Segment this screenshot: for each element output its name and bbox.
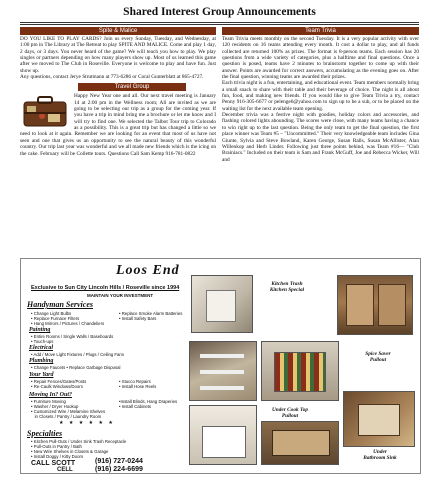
trash-bin-shape xyxy=(206,290,236,322)
spice-rack-shape xyxy=(274,352,326,392)
kitchen-trash-caption: Kitchen Trash Kitchen Special xyxy=(269,281,305,293)
list-item: • New Wire Shelves in Closets & Garage xyxy=(31,449,109,454)
under-cooktop-caption: Under Cook Top Pullout xyxy=(271,407,308,419)
plumbing-heading-text: Plumbing xyxy=(29,358,54,364)
page-title: Shared Interest Group Announcements xyxy=(123,6,316,18)
specialties-list xyxy=(31,439,126,459)
list-item: • Install Hose Reels xyxy=(119,384,157,389)
star-divider: ★ ★ ★ ★ ★ ★ xyxy=(59,420,115,426)
pullout-drawer-shape xyxy=(272,430,330,456)
ad-exclusive-text: Exclusive to Sun City Lincoln Hills / Roseville since 1994 xyxy=(31,285,180,291)
yard-heading xyxy=(29,372,54,378)
list-item: • Replace Smoke Alarm Batteries xyxy=(119,311,183,316)
painting-list xyxy=(31,334,113,344)
specialties-heading xyxy=(27,429,62,438)
list-item: • Pull-Outs in Pantry / Bath xyxy=(31,444,82,449)
travel-group-heading: Travel Group xyxy=(78,83,186,91)
title-rule-bottom xyxy=(20,24,419,25)
team-trivia-text: Team Trivia meets monthly on the second Tuesday. It is a very popular activity with over 120 residents on 16 teams attending every month. It cost a dollar to play, and all funds collected are returned 100% as prizes. The format is 8-person teams. Each session has 20 questions from a wide variety of categories, plus a halftime and final questions. Once a question is posed, teams have 2 minutes to brainstorm together to come up with their answer. Points are awarded for correct answers, accumulating as the evening goes on. After the final question, winning teams are awarded their prizes. Each trivia night is a fun, entertaining, and educational event. Team members normally bring a small snack to share with their table and their beverage of choice. The night is all about fun, food, and making new friends. If you would like to give Team Trivia a try, contact Penny 916-305-6677 or pelenge6@yahoo.com to sign up to be a sub, or to be placed on the waiting list for the next available team opening. December trivia was a festive night with goodies, holiday colors and accessories, and flashing colored lights abounding. The scores were close, with many teams having a chance to win right up to the last question. Being the only team to get the final question, the first place winner was Team #5 – "Uncommitted." Their very knowledgeable team includes Gina Giunte, Sylvia and Steve Bowland, Karen George, Susan Ralls, Susan McAllister, Alan Willenkop and Herb Linder. Following just three points behind, was Team #16— "Club Brainiacs." Included on their team is Sam and Frank McGuff, Joe and Rebecca Wicker, Will and xyxy=(222,36,419,163)
title-rule-top xyxy=(20,22,419,23)
handyman-list-1 xyxy=(31,311,104,326)
list-item: • Furniture Moving xyxy=(31,399,66,404)
team-trivia-heading: Team Trivia xyxy=(222,27,419,35)
list-item: • Replace Furnace Filters xyxy=(31,316,80,321)
phone-numbers xyxy=(95,458,143,474)
list-item: • Entire Rooms / Single Walls / Baseboards xyxy=(31,334,114,339)
list-item: • Change Light Bulbs xyxy=(31,311,72,316)
phone-1: (916) 727-0244 xyxy=(95,458,143,465)
shelf-shape xyxy=(200,354,244,358)
cabinet-door-shape xyxy=(378,284,406,326)
yard-list-2 xyxy=(119,379,156,389)
spice-saver-caption: Spice Saver Pullout xyxy=(365,351,391,363)
handyman-list-2 xyxy=(119,311,182,321)
sink-cabinet-shape xyxy=(202,426,246,458)
moving-heading xyxy=(29,392,72,398)
bathroom-photo xyxy=(343,391,415,447)
handyman-heading xyxy=(27,300,93,309)
spite-malice-text: DO YOU LIKE TO PLAY CARDS? Join us every Sunday, Tuesday, and Wednesday, at 1:00 pm in The Library at The Retreat to play SPITE AND MALICE. Come and play 1 day, 2 days, or 3 days. You never heard of the game? We will teach you how to play. We play singles or partners depending on how many players show up. Most of us learned this game after we moved to The Club in Roseville. Everyone is welcome to play and have fun. Just show up. Any questions, contact Jerye Strutmann at 773-6286 or Coral Gunterblatt at 865-4727. xyxy=(20,36,216,81)
cabinet-door-shape xyxy=(346,284,374,326)
ad-exclusive xyxy=(31,285,179,291)
yard-heading-text: Your Yard xyxy=(29,372,54,378)
list-item: • Stucco Repairs xyxy=(119,379,151,384)
moving-list-1 xyxy=(31,399,105,419)
under-sink-photo xyxy=(189,405,257,465)
list-item: • Touch-ups xyxy=(31,339,54,344)
electrical-list xyxy=(31,352,124,357)
list-item: • Kitchen Pull-Outs / Under Sink Trash Receptacle xyxy=(31,439,127,444)
kitchen-trash-photo xyxy=(191,275,253,333)
moving-list-2 xyxy=(119,399,177,409)
painting-heading-text: Painting xyxy=(29,327,51,333)
electrical-heading-text: Electrical xyxy=(29,345,53,351)
handyman-heading-text: Handyman Services xyxy=(27,300,93,309)
list-item: • Change Faucets • Replace Garbage Disposal xyxy=(31,365,121,370)
ad-logo: Loos End xyxy=(116,263,180,278)
electrical-heading xyxy=(29,345,53,351)
shelf-shape xyxy=(200,370,244,374)
painting-heading xyxy=(29,327,50,333)
suitcase-image xyxy=(20,94,70,128)
call-scott: CALL SCOTT xyxy=(31,460,76,467)
travel-group-text: Happy New Year one and all. Our next travel meeting is January 14 at 2:00 pm in the Wellness room; All are invited as we are going to be selecting our trip as a group for the coming year. If you have a trip in mind bring me a brochure or let me know and I will try to find one. We selected the Talbot Tour trip to Colorado as a possibility. This is a great trip but has changed a little so we need to look at it again. Remember we are looking for an event that most of us have not seen and one that gives us an opportunity to see the natural beauty of this wonderful country. Our trip last year was wonderful and we all made new friends which is the icing on the cake. February will be Collette tours. Questions Call Sam Kemp 916-781-0822 xyxy=(20,93,216,157)
spice-photo xyxy=(261,341,339,401)
under-bathroom-caption: Under Bathroom Sink xyxy=(363,449,397,461)
yard-list-1 xyxy=(31,379,86,389)
list-item: •Install Blinds, Hang Draperies xyxy=(119,399,178,404)
cell-label: CELL xyxy=(57,467,73,473)
loos-end-ad xyxy=(20,258,421,474)
shelf-shape xyxy=(200,386,244,390)
list-item: • Install Safety Bars xyxy=(119,316,157,321)
spite-malice-heading: Spite & Malice xyxy=(20,27,216,35)
list-item: • Customized Wire / Melamine Shelves xyxy=(31,409,106,414)
list-item: • Repair Fences/Gates/Posts xyxy=(31,379,87,384)
cooktop-photo xyxy=(261,421,339,465)
moving-heading-text: Moving In? Out? xyxy=(29,392,73,398)
list-item: • Install Cabinets xyxy=(119,404,152,409)
plumbing-list xyxy=(31,365,120,370)
list-item: • Washer / Dryer Hookup xyxy=(31,404,79,409)
right-column xyxy=(222,27,419,163)
list-item: • Install Doggy / Kitty Doors xyxy=(31,454,84,459)
ad-maintain: MAINTAIN YOUR INVESTMENT xyxy=(87,293,154,298)
cabinet-photo xyxy=(337,275,413,335)
plumbing-heading xyxy=(29,358,53,364)
phone-2: (916) 224-6699 xyxy=(95,466,143,473)
list-item: • Hang Mirrors / Pictures / Chandeliers xyxy=(31,321,105,326)
bath-drawer-shape xyxy=(358,404,400,436)
pantry-photo xyxy=(189,341,257,401)
list-item: • Re-Caulk Windows/Doors xyxy=(31,384,83,389)
call-label xyxy=(31,460,75,474)
specialties-heading-text: Specialties xyxy=(27,429,63,438)
list-item: in Closets / Pantry / Laundry Room xyxy=(31,414,102,419)
left-column xyxy=(20,27,216,157)
list-item: • Add / Move Light Fixtures / Plugs / Ceiling Fans xyxy=(31,352,124,357)
